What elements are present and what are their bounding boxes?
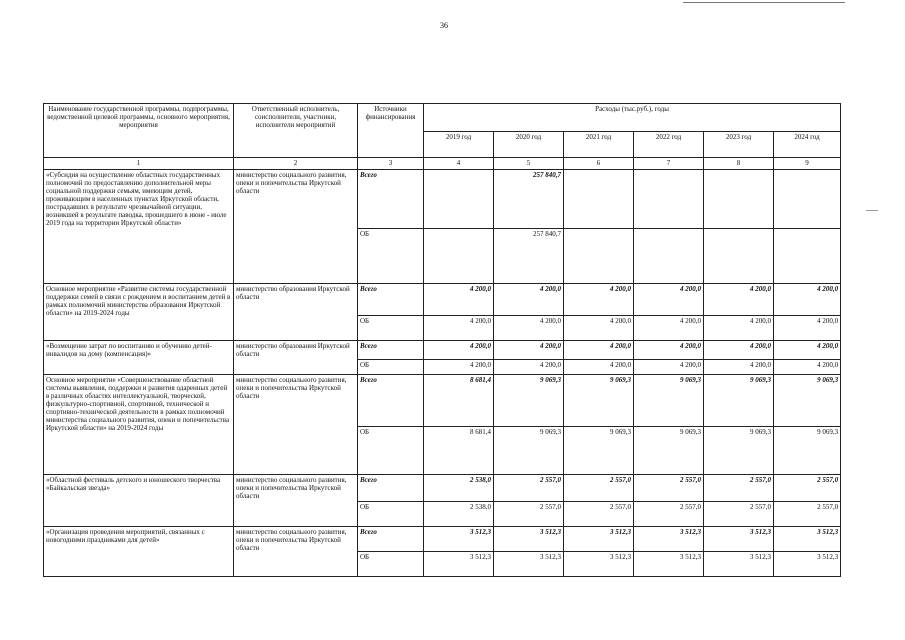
total-value: 3 512,3 — [494, 527, 564, 552]
total-value: 3 512,3 — [774, 527, 841, 552]
row-responsible: министерство социального развития, опеки и попечительства Иркутской области — [234, 527, 358, 577]
header-year: 2024 год — [774, 132, 841, 158]
row-name: «Организация проведения мероприятий, связанных с новогодними праздниками для детей» — [44, 527, 234, 577]
ob-value: 4 200,0 — [494, 360, 564, 375]
total-value: 4 200,0 — [564, 284, 634, 316]
source-ob-label: ОБ — [360, 361, 370, 369]
ob-value: 9 069,3 — [564, 427, 634, 475]
ob-value: 2 538,0 — [424, 502, 494, 527]
total-value: 4 200,0 — [774, 284, 841, 316]
source-total-label: Всего — [360, 476, 377, 484]
table-row — [44, 375, 841, 427]
budget-table — [43, 103, 841, 577]
ob-value: 4 200,0 — [424, 360, 494, 375]
column-number: 7 — [634, 158, 704, 170]
source-total-label: Всего — [360, 285, 377, 293]
ob-value — [634, 229, 704, 284]
row-responsible: министерство социального развития, опеки и попечительства Иркутской области — [234, 170, 358, 284]
total-value: 4 200,0 — [424, 284, 494, 316]
scan-edge-line — [683, 2, 845, 3]
ob-value: 8 681,4 — [424, 427, 494, 475]
header-responsible: Ответственный исполнитель, соисполнители, участники, исполнители мероприятий — [234, 104, 358, 158]
header-row — [44, 104, 841, 132]
column-number: 9 — [774, 158, 841, 170]
total-value: 2 557,0 — [494, 475, 564, 502]
total-value: 2 557,0 — [774, 475, 841, 502]
ob-value: 4 200,0 — [424, 316, 494, 341]
column-number: 3 — [358, 158, 424, 170]
row-name: «Субсидия на осуществление областных государственных полномочий по предоставлению дополнительной меры социальной поддержки семьям, имеющим детей, проживающим в населенных пунктах Иркутской области, пострадавших в результате чрезвычайной ситуации, возникшей в результате паводка, прошедшего в июне - июле 2019 года на территории Иркутской области» — [44, 170, 234, 284]
total-value: 9 069,3 — [704, 375, 774, 427]
column-numbers-row — [44, 158, 841, 170]
ob-value: 9 069,3 — [634, 427, 704, 475]
header-year: 2022 год — [634, 132, 704, 158]
page-number: 36 — [440, 21, 448, 30]
total-value: 2 557,0 — [564, 475, 634, 502]
row-responsible: министерство социального развития, опеки и попечительства Иркутской области — [234, 375, 358, 475]
ob-value: 4 200,0 — [704, 360, 774, 375]
ob-value: 4 200,0 — [634, 360, 704, 375]
column-number: 4 — [424, 158, 494, 170]
ob-value: 9 069,3 — [774, 427, 841, 475]
total-value: 4 200,0 — [494, 284, 564, 316]
table-row — [44, 475, 841, 502]
total-value: 3 512,3 — [704, 527, 774, 552]
total-value: 4 200,0 — [634, 284, 704, 316]
header-year: 2021 год — [564, 132, 634, 158]
header-year: 2023 год — [704, 132, 774, 158]
total-value: 9 069,3 — [564, 375, 634, 427]
total-value — [774, 170, 841, 229]
header-year: 2019 год — [424, 132, 494, 158]
total-value: 3 512,3 — [564, 527, 634, 552]
header-source: Источники финансирования — [358, 104, 424, 158]
total-value: 4 200,0 — [704, 341, 774, 360]
total-value: 8 681,4 — [424, 375, 494, 427]
column-number: 1 — [44, 158, 234, 170]
total-value: 3 512,3 — [424, 527, 494, 552]
ob-value — [704, 229, 774, 284]
total-value: 257 840,7 — [494, 170, 564, 229]
source-ob-label: ОБ — [360, 503, 370, 511]
ob-value — [774, 229, 841, 284]
total-value: 4 200,0 — [774, 341, 841, 360]
source-ob-label: ОБ — [360, 428, 370, 436]
total-value: 2 557,0 — [704, 475, 774, 502]
ob-value: 4 200,0 — [774, 316, 841, 341]
ob-value: 3 512,3 — [424, 552, 494, 577]
ob-value: 4 200,0 — [564, 316, 634, 341]
ob-value: 3 512,3 — [704, 552, 774, 577]
column-number: 6 — [564, 158, 634, 170]
ob-value: 4 200,0 — [704, 316, 774, 341]
ob-value: 4 200,0 — [634, 316, 704, 341]
column-number: 5 — [494, 158, 564, 170]
total-value: 9 069,3 — [634, 375, 704, 427]
ob-value: 2 557,0 — [704, 502, 774, 527]
ob-value: 2 557,0 — [774, 502, 841, 527]
column-number: 2 — [234, 158, 358, 170]
table-row — [44, 284, 841, 316]
ob-value — [424, 229, 494, 284]
ob-value: 3 512,3 — [774, 552, 841, 577]
row-name: «Областной фестиваль детского и юношеского творчества «Байкальская звезда» — [44, 475, 234, 527]
total-value — [424, 170, 494, 229]
ob-value: 2 557,0 — [494, 502, 564, 527]
total-value: 9 069,3 — [774, 375, 841, 427]
scan-margin-mark — [866, 210, 878, 211]
table-row — [44, 170, 841, 229]
total-value — [704, 170, 774, 229]
total-value: 4 200,0 — [494, 341, 564, 360]
total-value: 4 200,0 — [424, 341, 494, 360]
ob-value: 9 069,3 — [704, 427, 774, 475]
total-value: 3 512,3 — [634, 527, 704, 552]
row-name: «Возмещение затрат по воспитанию и обучению детей-инвалидов на дому (компенсация)» — [44, 341, 234, 375]
total-value: 4 200,0 — [634, 341, 704, 360]
total-value: 9 069,3 — [494, 375, 564, 427]
row-responsible: министерство образования Иркутской области — [234, 341, 358, 375]
total-value: 4 200,0 — [564, 341, 634, 360]
source-total-label: Всего — [360, 342, 377, 350]
ob-value: 4 200,0 — [494, 316, 564, 341]
ob-value: 2 557,0 — [634, 502, 704, 527]
total-value — [634, 170, 704, 229]
table-row — [44, 341, 841, 360]
ob-value: 9 069,3 — [494, 427, 564, 475]
ob-value: 3 512,3 — [564, 552, 634, 577]
column-number: 8 — [704, 158, 774, 170]
row-name: Основное мероприятие «Развитие системы государственной поддержки семей в связи с рождением и воспитанием детей в рамках полномочий министерства образования Иркутской области» на 2019-2024 годы — [44, 284, 234, 341]
source-total-label: Всего — [360, 171, 377, 179]
source-total-label: Всего — [360, 376, 377, 384]
source-total-label: Всего — [360, 528, 377, 536]
header-year: 2020 год — [494, 132, 564, 158]
ob-value: 3 512,3 — [494, 552, 564, 577]
ob-value: 4 200,0 — [774, 360, 841, 375]
source-ob-label: ОБ — [360, 317, 370, 325]
total-value: 2 538,0 — [424, 475, 494, 502]
header-expenses: Расходы (тыс.руб.), годы — [424, 104, 841, 132]
row-responsible: министерство образования Иркутской области — [234, 284, 358, 341]
total-value: 4 200,0 — [704, 284, 774, 316]
table-row — [44, 527, 841, 552]
row-responsible: министерство социального развития, опеки и попечительства Иркутской области — [234, 475, 358, 527]
header-name: Наименование государственной программы, подпрограммы, ведомственной целевой программы, основного мероприятия, мероприятия — [44, 104, 234, 158]
ob-value: 3 512,3 — [634, 552, 704, 577]
total-value — [564, 170, 634, 229]
ob-value: 257 840,7 — [494, 229, 564, 284]
ob-value: 2 557,0 — [564, 502, 634, 527]
source-ob-label: ОБ — [360, 230, 370, 238]
source-ob-label: ОБ — [360, 553, 370, 561]
row-name: Основное мероприятие «Совершенствование областной системы выявления, поддержки и развития одаренных детей в различных областях интеллектуальной, творческой, физкультурно-спортивной, спортивной, технической и спортивно-технической деятельности в рамках полномочий министерства социального развития, опеки и попечительства Иркутской области» на 2019-2024 годы — [44, 375, 234, 475]
ob-value — [564, 229, 634, 284]
ob-value: 4 200,0 — [564, 360, 634, 375]
total-value: 2 557,0 — [634, 475, 704, 502]
